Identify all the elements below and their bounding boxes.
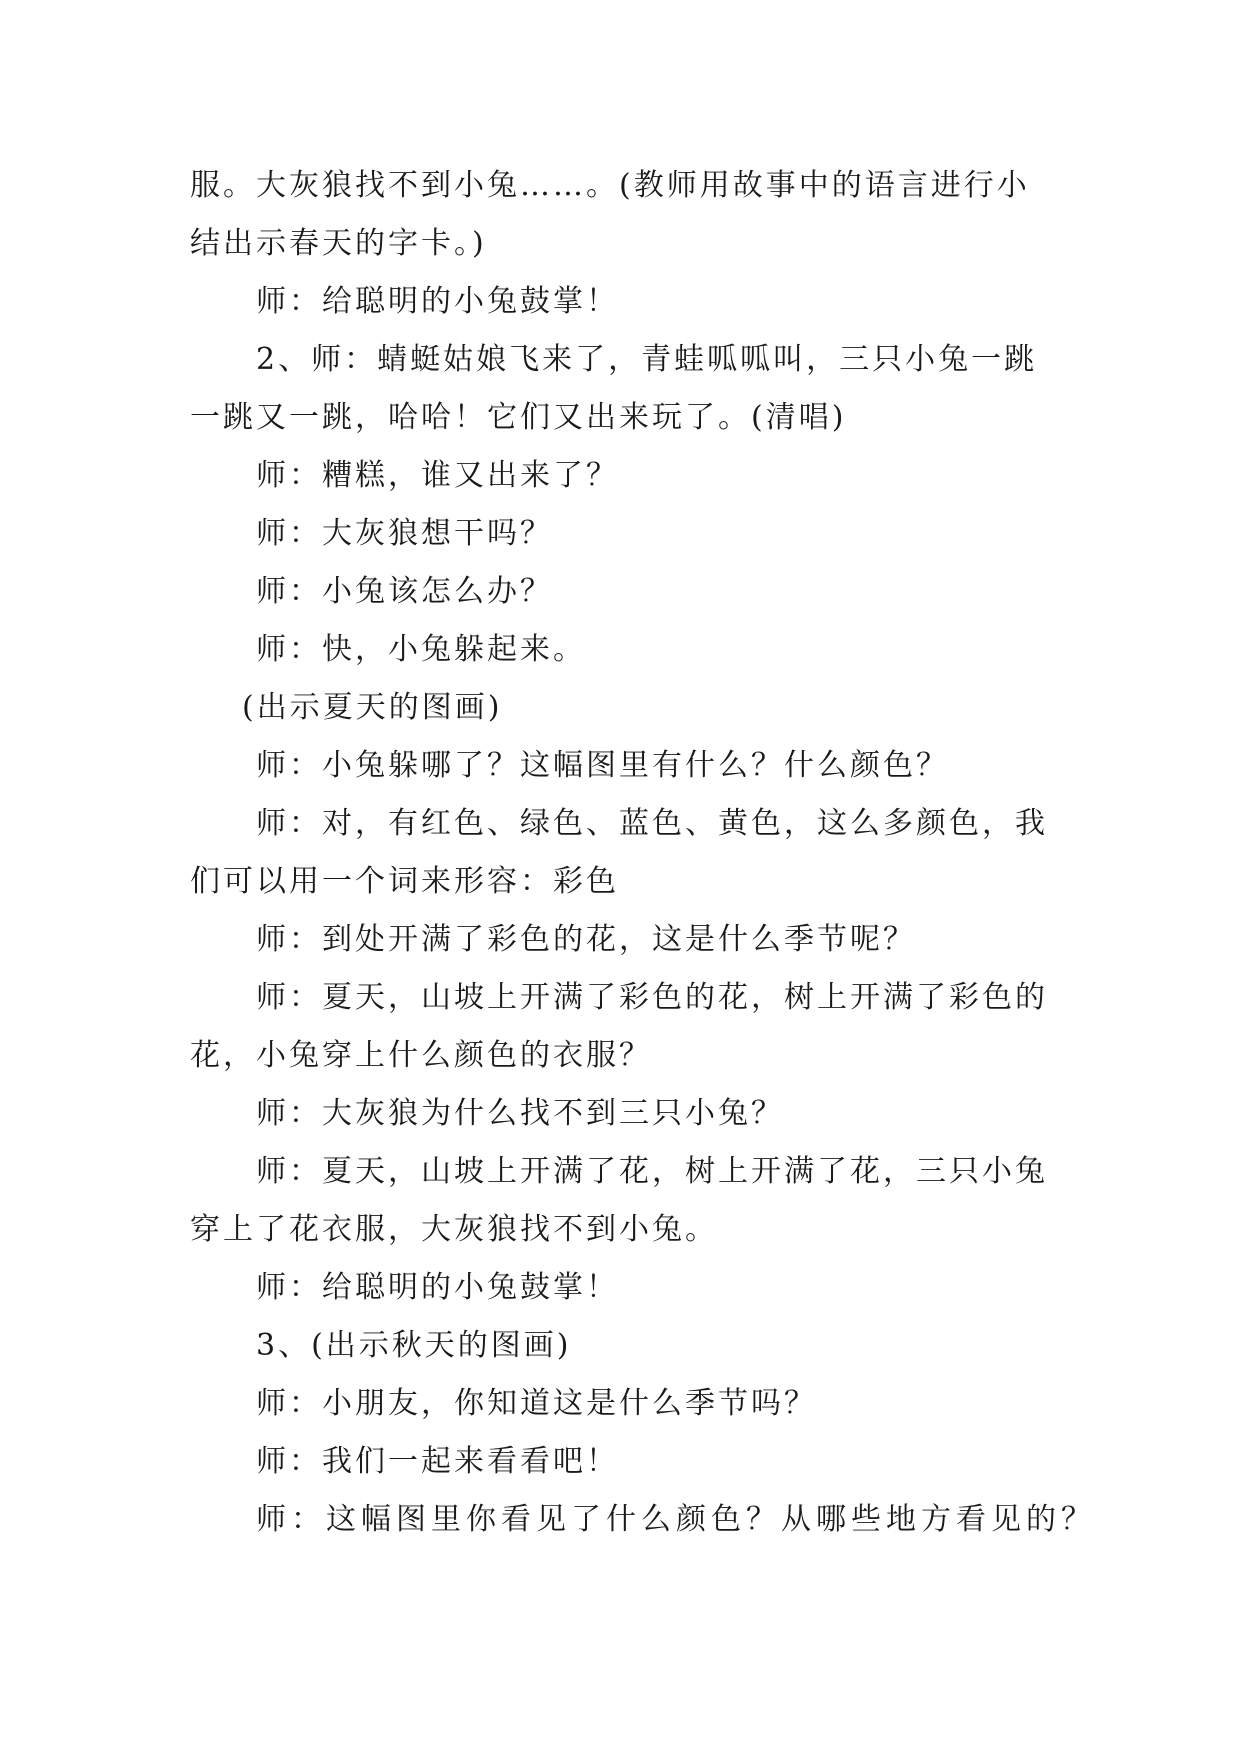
paragraph-9: 师：小兔躲哪了？这幅图里有什么？什么颜色？ xyxy=(256,748,949,783)
paragraph-19: 师：这幅图里你看见了什么颜色？从哪些地方看见的？ xyxy=(256,1502,1096,1537)
document-body xyxy=(190,157,1096,1549)
paragraph-14: 师：夏天，山坡上开满了花，树上开满了花，三只小兔穿上了花衣服，大灰狼找不到小兔。 xyxy=(190,1154,1048,1247)
paragraph-11: 师：到处开满了彩色的花，这是什么季节呢？ xyxy=(256,922,916,957)
paragraph-12: 师：夏天，山坡上开满了彩色的花，树上开满了彩色的花，小兔穿上什么颜色的衣服？ xyxy=(190,980,1048,1073)
paragraph-7: 师：快，小兔躲起来。 xyxy=(256,632,586,667)
paragraph-16: 3、(出示秋天的图画) xyxy=(256,1328,572,1363)
paragraph-17: 师：小朋友，你知道这是什么季节吗？ xyxy=(256,1386,817,1421)
paragraph-6: 师：小兔该怎么办？ xyxy=(256,574,553,609)
paragraph-18: 师：我们一起来看看吧！ xyxy=(256,1444,619,1479)
paragraph-10: 师：对，有红色、绿色、蓝色、黄色，这么多颜色，我们可以用一个词来形容：彩色 xyxy=(190,806,1048,899)
paragraph-3: 2、师：蜻蜓姑娘飞来了，青蛙呱呱叫，三只小兔一跳一跳又一跳，哈哈！它们又出来玩了。(清唱) xyxy=(190,342,1038,435)
paragraph-5: 师：大灰狼想干吗？ xyxy=(256,516,553,551)
paragraph-8: (出示夏天的图画) xyxy=(242,690,503,725)
paragraph-2: 师：给聪明的小兔鼓掌！ xyxy=(256,284,619,319)
paragraph-13: 师：大灰狼为什么找不到三只小兔？ xyxy=(256,1096,784,1131)
paragraph-1: 服。大灰狼找不到小兔……。(教师用故事中的语言进行小结出示春天的字卡。) xyxy=(190,168,1030,261)
paragraph-4: 师：糟糕，谁又出来了？ xyxy=(256,458,619,493)
paragraph-15: 师：给聪明的小兔鼓掌！ xyxy=(256,1270,619,1305)
